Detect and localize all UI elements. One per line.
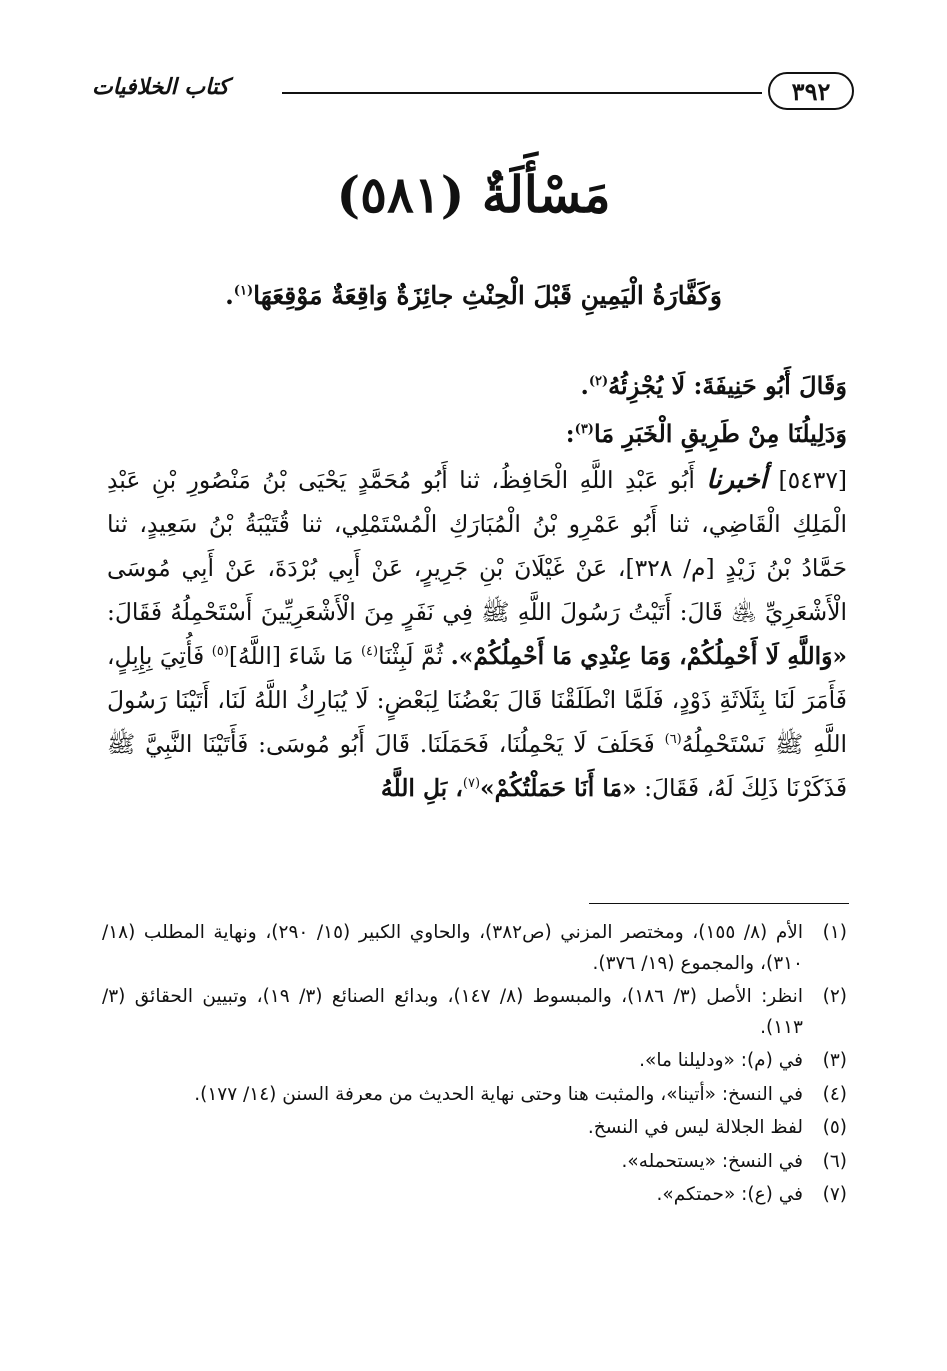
footnote-item <box>102 1147 847 1178</box>
footnote-number: (٢) <box>822 986 847 1007</box>
footnote-number: (٦) <box>822 1150 847 1172</box>
abu-hanifa-end: . <box>580 371 589 400</box>
dalil-line <box>107 416 847 452</box>
footnote-marker-7: (٧) <box>462 776 481 792</box>
footnote-item <box>102 918 847 979</box>
footnote-item <box>102 1046 847 1077</box>
footnote-item <box>102 1180 847 1211</box>
hadith-text-2: ثُمَّ لَبِثْنَا <box>378 642 444 670</box>
akhbarana-word: أخبرنا <box>706 465 767 495</box>
footnote-marker-5: (٥) <box>211 644 229 660</box>
hadith-quote-2: «مَا أَنَا حَمَلْتُكُمْ» <box>480 774 637 802</box>
running-header <box>92 70 854 118</box>
footnote-marker-3: (٣) <box>574 422 594 437</box>
masala-statement <box>0 278 947 314</box>
footnote-item <box>102 1113 847 1144</box>
hadith-text-4: فَأُتِيَ بِإِبِلٍ، فَأَمَرَ لَنَا بِثَلَاثَةِ ذَوْدٍ، فَلَمَّا انْطَلَقْنَا قَالَ بَعْضُنَا لِبَعْضٍ: لَا يُبَارِكُ اللَّهُ لَنَا، أَتَيْنَا رَسُولَ اللَّهِ ﷺ نَسْتَحْمِلُهُ <box>107 642 847 758</box>
footnote-text: انظر: الأصل (٣/ ١٨٦)، والمبسوط (٨/ ١٤٧)، وبدائع الصنائع (٣/ ١٩)، وتبيين الحقائق (٣/ ١١٣). <box>102 986 803 1038</box>
hadith-text-5: فَحَلَفَ لَا يَحْمِلُنَا، فَحَمَلَنَا. قَالَ أَبُو مُوسَى: فَأَتَيْنَا النَّبِيَّ ﷺ فَذَكَرْنَا ذَلِكَ لَهُ، فَقَالَ: <box>107 730 847 802</box>
footnote-text: في النسخ: «أتينا»، والمثبت هنا وحتى نهاية الحديث من معرفة السنن (١٤/ ١٧٧). <box>194 1083 803 1105</box>
page-number: ٣٩٢ <box>768 72 854 110</box>
book-title: كتاب الخلافيات <box>92 74 229 100</box>
footnote-number: (٣) <box>822 1050 847 1071</box>
masala-statement-text: وَكَفَّارَةُ الْيَمِينِ قَبْلَ الْحِنْثِ جائِزَةٌ وَاقِعَةٌ مَوْقِعَهَا <box>253 281 722 310</box>
hadith-text-3: مَا شَاءَ [اللَّهُ] <box>228 642 354 670</box>
footnotes <box>102 918 847 1214</box>
hadith-isnad: أَبُو عَبْدِ اللَّهِ الْحَافِظُ، ثنا أَبُو مُحَمَّدٍ يَحْيَى بْنُ مَنْصُورِ بْنِ عَبْدِ الْمَلِكِ الْقَاضِي، ثنا أَبُو عَمْرِو بْنُ الْمُبَارَكِ الْمُسْتَمْلِي، ثنا قُتَيْبَةُ بْنُ سَعِيدٍ، ثنا حَمَّادُ بْنُ زَيْدٍ [م/ ٣٢٨]، عَنْ غَيْلَانَ بْنِ جَرِيرٍ، عَنْ أَبِي بُرْدَةَ، عَنْ أَبِي مُوسَى الْأَشْعَرِيِّ ﵁ قَالَ: أَتَيْتُ رَسُولَ اللَّهِ ﷺ فِي نَفَرٍ مِنَ الْأَشْعَرِيِّينَ أَسْتَحْمِلُهُ فَقَالَ: <box>107 466 847 626</box>
footnote-text: في النسخ: «يستحمله». <box>621 1150 803 1172</box>
header-rule <box>282 92 762 94</box>
footnote-text: لفظ الجلالة ليس في النسخ. <box>587 1117 803 1138</box>
footnote-number: (٧) <box>822 1184 847 1205</box>
hadith-paragraph <box>107 458 847 810</box>
footnote-text: في (م): «ودليلنا ما». <box>639 1050 803 1071</box>
abu-hanifa-text: وَقَالَ أَبُو حَنِيفَةَ: لَا يُجْزِئُهُ <box>608 371 847 400</box>
masala-statement-end: . <box>225 281 234 310</box>
dalil-end: : <box>565 419 575 448</box>
footnote-number: (٤) <box>822 1083 847 1105</box>
masala-title: مَسْأَلَةٌ (٥٨١) <box>336 165 611 224</box>
abu-hanifa-line <box>107 368 847 404</box>
hadith-number: [٥٤٣٧] <box>778 466 848 494</box>
hadith-quote-1: «وَاللَّهِ لَا أَحْمِلُكُمْ، وَمَا عِنْدِي مَا أَحْمِلُكُمْ». <box>450 642 848 670</box>
footnote-marker-4: (٤) <box>360 644 379 660</box>
hadith-quote-3: ، بَلِ اللَّهُ <box>380 774 463 802</box>
footnote-marker-6: (٦) <box>664 732 682 748</box>
footnote-marker-2: (٢) <box>588 374 609 389</box>
dalil-text: وَدَلِيلُنَا مِنْ طَرِيقِ الْخَبَرِ مَا <box>593 419 847 448</box>
footnote-number: (٥) <box>822 1117 847 1138</box>
footnote-number: (١) <box>822 922 847 943</box>
footnote-text: في (ع): «حمتكم». <box>656 1184 803 1205</box>
footnote-text: الأم (٨/ ١٥٥)، ومختصر المزني (ص٣٨٢)، والحاوي الكبير (١٥/ ٢٩٠)، ونهاية المطلب (١٨/ ٣١٠)، والمجموع (١٩/ ٣٧٦). <box>102 922 803 974</box>
footnote-marker-1: (١) <box>233 283 254 299</box>
footnote-item <box>102 982 847 1043</box>
footnote-item <box>102 1080 847 1111</box>
footnote-separator <box>589 903 849 904</box>
